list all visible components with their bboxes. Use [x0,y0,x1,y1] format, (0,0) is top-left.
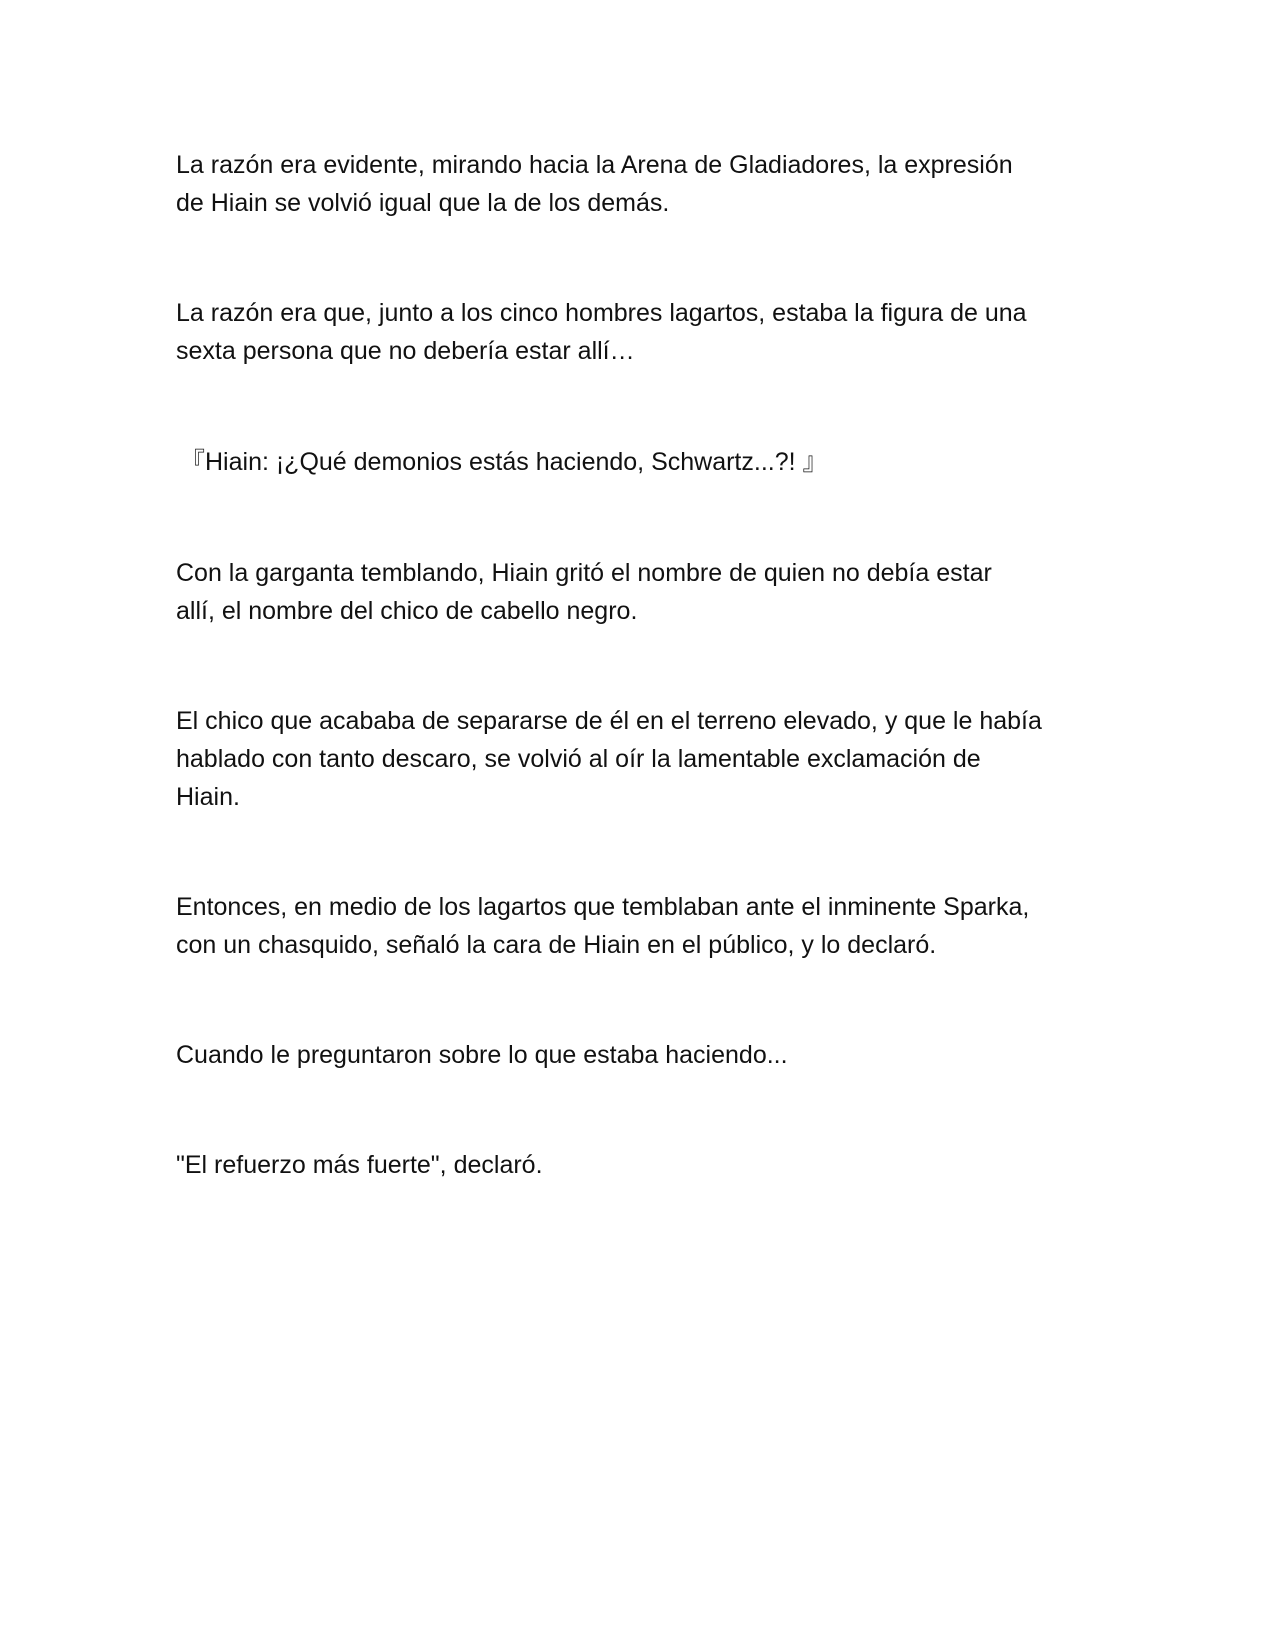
paragraph-4: Con la garganta temblando, Hiain gritó el nombre de quien no debía estar allí, el nombre del chico de cabello negro. [176,559,992,625]
paragraph-5: El chico que acababa de separarse de él en el terreno elevado, y que le había hablado con tanto descaro, se volvió al oír la lamentable exclamación de Hiain. [176,707,1042,811]
paragraph-7: Cuando le preguntaron sobre lo que estaba haciendo... [176,1041,788,1069]
paragraph-8: "El refuerzo más fuerte", declaró. [176,1151,543,1179]
paragraph-6: Entonces, en medio de los lagartos que temblaban ante el inminente Sparka, con un chasquido, señaló la cara de Hiain en el público, y lo declaró. [176,893,1030,959]
paragraph-1: La razón era evidente, mirando hacia la Arena de Gladiadores, la expresión de Hiain se volvió igual que la de los demás. [176,151,1013,217]
dialogue-line: 『Hiain: ¡¿Qué demonios estás haciendo, Schwartz...?! 』 [180,448,828,476]
paragraph-2: La razón era que, junto a los cinco hombres lagartos, estaba la figura de una sexta persona que no debería estar allí… [176,299,1027,365]
